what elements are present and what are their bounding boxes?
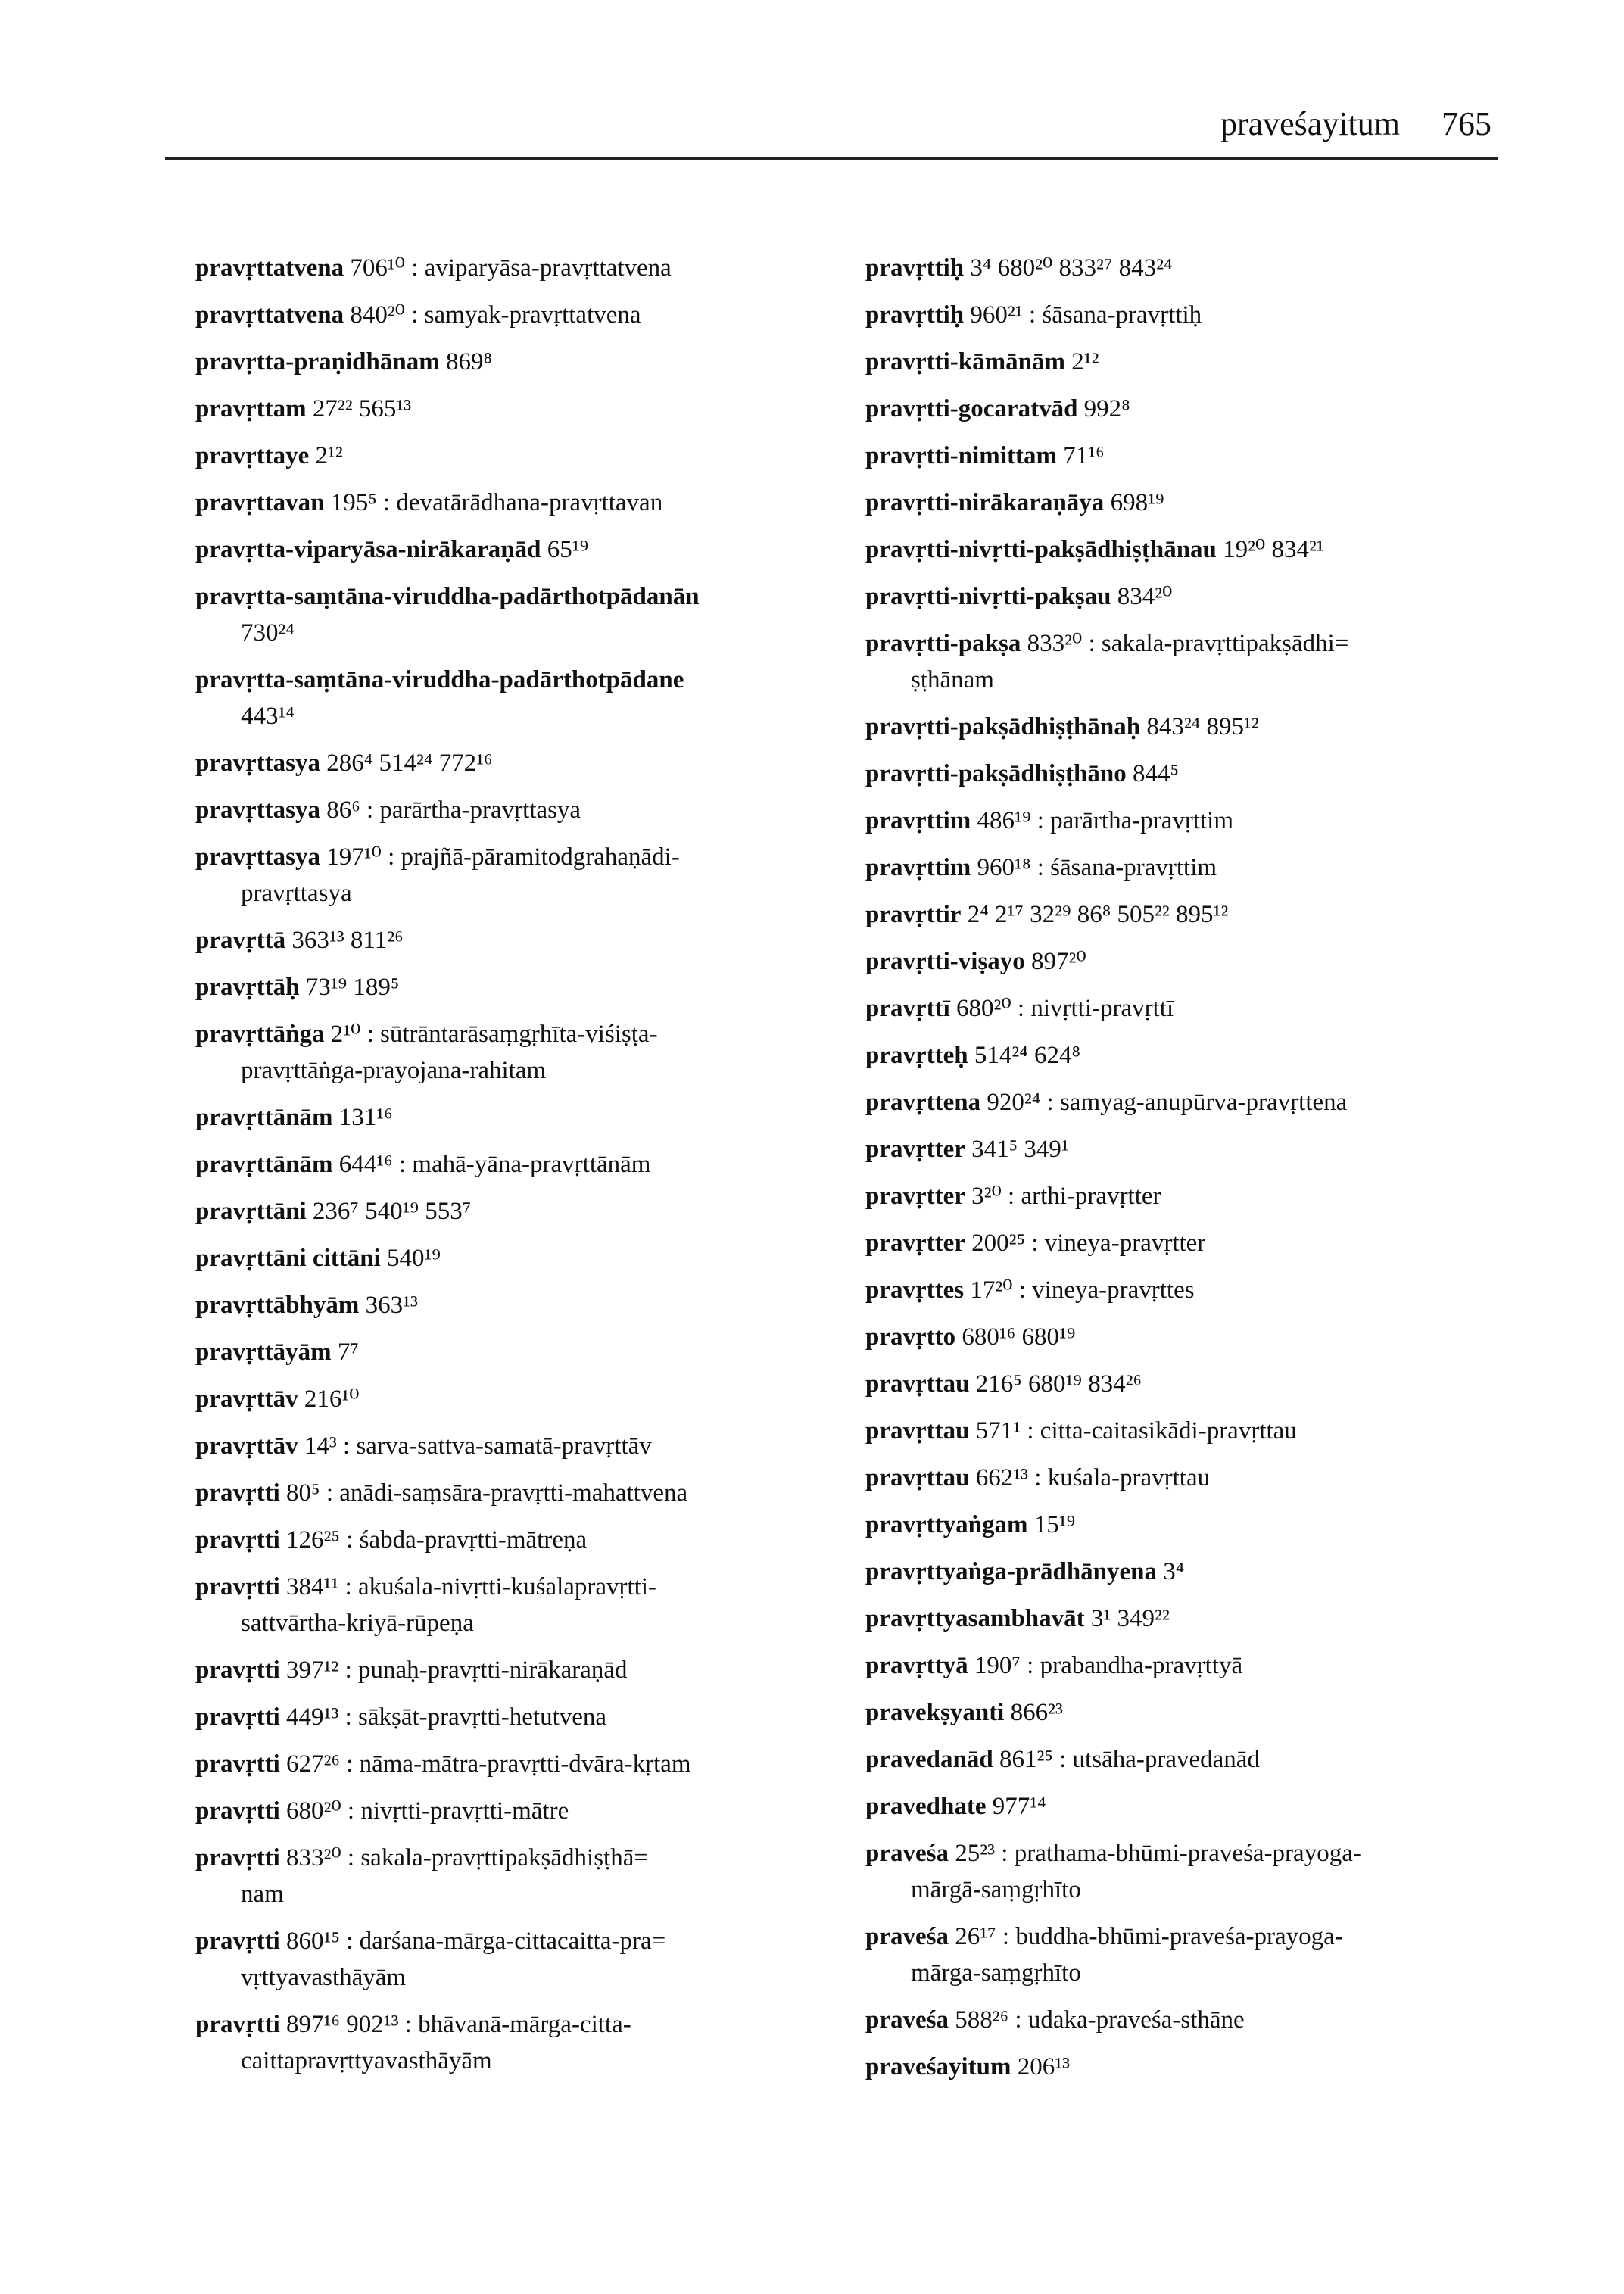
index-entry <box>195 1428 854 1464</box>
entry-references: 860¹⁵ <box>286 1928 340 1955</box>
index-entry <box>195 1475 854 1511</box>
index-entry <box>195 1146 854 1183</box>
index-entry <box>195 1193 854 1230</box>
entry-references: 571¹ <box>975 1417 1021 1445</box>
entry-references: 73¹⁹ 189⁵ <box>305 974 400 1001</box>
page-number: 765 <box>1442 105 1492 142</box>
entry-continuation: vṛttyavasthāyām <box>241 1964 407 1991</box>
entry-headword: pravṛtti <box>195 1844 280 1872</box>
index-entry <box>195 1699 854 1735</box>
entry-headword: pravṛttatvena <box>195 301 344 329</box>
index-entry <box>195 250 854 286</box>
index-entry <box>195 839 854 912</box>
index-entry <box>865 297 1524 333</box>
entry-gloss: : aviparyāsa-pravṛttatvena <box>405 254 672 282</box>
entry-headword: pravṛtta-saṃtāna-viruddha-padārthotpādane <box>195 666 684 693</box>
entry-references: 26¹⁷ <box>955 1923 996 1950</box>
entry-references: 840²⁰ <box>350 301 405 329</box>
entry-headword: pravṛttau <box>865 1417 970 1445</box>
index-entry <box>195 1569 854 1641</box>
entry-references: 2¹⁰ <box>330 1021 361 1048</box>
entry-headword: pravṛtti <box>195 1526 280 1554</box>
index-entry <box>195 1381 854 1417</box>
entry-headword: pravṛtti-viṣayo <box>865 948 1025 975</box>
entry-headword: pravṛtter <box>865 1183 965 1210</box>
entry-gloss: : sakala-pravṛttipakṣādhiṣṭhā= <box>341 1844 648 1872</box>
entry-headword: pravṛttyasambhavāt <box>865 1605 1085 1632</box>
index-entry <box>195 1522 854 1558</box>
index-entry <box>865 1225 1524 1261</box>
entry-references: 341⁵ 349¹ <box>971 1136 1069 1163</box>
entry-references: 397¹² <box>286 1657 339 1684</box>
entry-references: 2¹² <box>315 442 343 469</box>
entry-headword: pravṛtta-saṃtāna-viruddha-padārthotpādanān <box>195 583 700 610</box>
entry-references: 17²⁰ <box>970 1276 1013 1304</box>
entry-gloss: : sākṣāt-pravṛtti-hetutvena <box>338 1703 607 1731</box>
index-entry <box>865 1037 1524 1074</box>
index-entry <box>195 1099 854 1136</box>
entry-references: 131¹⁶ <box>338 1104 393 1131</box>
entry-headword: pravṛttā <box>195 927 286 954</box>
entry-headword: pravṛttam <box>195 395 307 422</box>
entry-references: 3⁴ 680²⁰ 833²⁷ 843²⁴ <box>970 254 1173 282</box>
entry-gloss: : samyag-anupūrva-pravṛttena <box>1040 1089 1348 1116</box>
index-entry <box>865 2002 1524 2038</box>
entry-headword: pravṛttānām <box>195 1104 333 1131</box>
index-entry <box>195 1840 854 1912</box>
entry-references: 644¹⁶ <box>338 1151 393 1178</box>
index-entry <box>865 391 1524 427</box>
entry-gloss: : prabandha-pravṛttyā <box>1020 1652 1243 1679</box>
entry-headword: pravṛtti <box>195 1479 280 1507</box>
entry-references: 920²⁴ <box>987 1089 1041 1116</box>
entry-headword: pravṛttāv <box>195 1385 298 1413</box>
entry-references: 627²⁶ <box>286 1750 340 1778</box>
index-entry <box>865 1460 1524 1496</box>
index-entry <box>195 1793 854 1829</box>
entry-headword: pravṛtteḥ <box>865 1042 968 1069</box>
index-entry <box>865 438 1524 474</box>
entry-references: 27²² 565¹³ <box>312 395 412 422</box>
entry-headword: pravṛttī <box>865 995 950 1022</box>
entry-references: 843²⁴ 895¹² <box>1146 713 1259 740</box>
entry-references: 286⁴ 514²⁴ 772¹⁶ <box>326 750 493 777</box>
entry-references: 65¹⁹ <box>547 536 589 563</box>
entry-gloss: : samyak-pravṛttatvena <box>405 301 641 329</box>
entry-continuation: pravṛttasya <box>241 880 352 907</box>
entry-gloss: : vineya-pravṛtter <box>1025 1230 1206 1257</box>
entry-references: 662¹³ <box>975 1464 1029 1491</box>
entry-references: 897²⁰ <box>1031 948 1086 975</box>
entry-gloss: : śāsana-pravṛttiḥ <box>1022 301 1202 329</box>
index-entry <box>865 1918 1524 1991</box>
index-entry <box>195 922 854 958</box>
entry-gloss: : akuśala-nivṛtti-kuśalapravṛtti- <box>338 1573 657 1601</box>
index-entry <box>865 1178 1524 1214</box>
index-entry <box>865 2049 1524 2085</box>
entry-headword: pravṛttau <box>865 1370 970 1398</box>
entry-headword: pravṛtto <box>865 1323 956 1351</box>
index-entry <box>195 578 854 651</box>
entry-gloss: : vineya-pravṛttes <box>1012 1276 1195 1304</box>
entry-headword: pravṛtti <box>195 1573 280 1601</box>
entry-headword: pravṛttim <box>865 807 971 834</box>
entry-headword: pravṛtti-nirākaraṇāya <box>865 489 1105 516</box>
entry-continuation: sattvārtha-kriyā-rūpeṇa <box>241 1610 474 1637</box>
index-entry <box>865 344 1524 380</box>
entry-headword: pravedhate <box>865 1793 987 1820</box>
entry-headword: praveśa <box>865 1840 949 1867</box>
entry-headword: pravṛtti-kāmānām <box>865 348 1065 376</box>
entry-references: 977¹⁴ <box>992 1793 1046 1820</box>
entry-headword: pravṛttavan <box>195 489 325 516</box>
entry-headword: pravṛttau <box>865 1464 970 1491</box>
entry-headword: pravṛttena <box>865 1089 981 1116</box>
index-entry <box>195 297 854 333</box>
entry-references: 3¹ 349²² <box>1090 1605 1170 1632</box>
entry-headword: pravṛtti <box>195 2011 280 2038</box>
entry-headword: pravṛttābhyām <box>195 1292 360 1319</box>
index-entry <box>195 1746 854 1782</box>
entry-gloss: : sarva-sattva-samatā-pravṛttāv <box>336 1432 652 1460</box>
entry-headword: pravṛtti-pakṣādhiṣṭhāno <box>865 760 1127 787</box>
entry-gloss: : utsāha-pravedanād <box>1052 1746 1260 1773</box>
entry-references: 126²⁵ <box>286 1526 340 1554</box>
index-entry <box>865 1366 1524 1402</box>
entry-headword: pravṛttāṅga <box>195 1021 325 1048</box>
index-entry <box>865 1084 1524 1121</box>
entry-headword: pravṛtter <box>865 1136 965 1163</box>
entry-references: 960¹⁸ <box>977 854 1031 881</box>
entry-headword: pravṛtti <box>195 1797 280 1825</box>
entry-references: 866²³ <box>1010 1699 1063 1726</box>
entry-headword: pravṛttāv <box>195 1432 298 1460</box>
entry-references: 363¹³ 811²⁶ <box>291 927 404 954</box>
entry-headword: pravṛtti-pakṣa <box>865 630 1021 657</box>
index-entry <box>865 1647 1524 1684</box>
entry-references: 861²⁵ <box>999 1746 1053 1773</box>
index-entry <box>865 485 1524 521</box>
entry-references: 216¹⁰ <box>304 1385 360 1413</box>
entry-headword: praveśa <box>865 2006 949 2034</box>
entry-references: 25²³ <box>955 1840 996 1867</box>
entry-references: 3⁴ <box>1163 1558 1185 1585</box>
index-entry <box>865 1413 1524 1449</box>
index-entry <box>865 531 1524 568</box>
entry-references: 588²⁶ <box>955 2006 1009 2034</box>
index-entry <box>195 531 854 568</box>
entry-headword: pravṛtti <box>195 1750 280 1778</box>
entry-references: 698¹⁹ <box>1110 489 1164 516</box>
index-entry <box>865 1507 1524 1543</box>
entry-headword: praveśa <box>865 1923 949 1950</box>
entry-references: 486¹⁹ <box>977 807 1031 834</box>
index-entry <box>865 709 1524 745</box>
entry-gloss: : citta-caitasikādi-pravṛttau <box>1021 1417 1297 1445</box>
index-entry <box>195 792 854 828</box>
index-entry <box>865 990 1524 1027</box>
entry-gloss: : mahā-yāna-pravṛttānām <box>392 1151 651 1178</box>
entry-headword: pravṛtti-nivṛtti-pakṣau <box>865 583 1111 610</box>
entry-references: 844⁵ <box>1133 760 1180 787</box>
entry-references: 7⁷ <box>337 1339 359 1366</box>
entry-references: 236⁷ 540¹⁹ 553⁷ <box>312 1198 472 1225</box>
index-entry <box>865 250 1524 286</box>
index-entry <box>865 803 1524 839</box>
entry-continuation: mārga-saṃgṛhīto <box>911 1959 1081 1987</box>
index-entry <box>865 1272 1524 1308</box>
entry-headword: pravṛttyā <box>865 1652 968 1679</box>
index-entry <box>195 662 854 734</box>
index-entry <box>195 1652 854 1688</box>
index-entry <box>865 756 1524 792</box>
entry-gloss: : nāma-mātra-pravṛtti-dvāra-kṛtam <box>339 1750 691 1778</box>
entry-references: 19²⁰ 834²¹ <box>1223 536 1324 563</box>
entry-references: 15¹⁹ <box>1033 1511 1076 1538</box>
entry-headword: pravṛttasya <box>195 796 320 824</box>
index-entry <box>195 438 854 474</box>
entry-references: 514²⁴ 624⁸ <box>974 1042 1081 1069</box>
running-head <box>1136 104 1492 143</box>
header-rule <box>165 157 1498 160</box>
entry-headword: pravṛttyaṅgam <box>865 1511 1028 1538</box>
entry-headword: pravṛttasya <box>195 843 320 871</box>
entry-references: 206¹³ <box>1017 2053 1071 2080</box>
index-entry <box>865 1601 1524 1637</box>
entry-continuation: caittapravṛttyavasthāyām <box>241 2047 492 2074</box>
entry-references: 680²⁰ <box>286 1797 341 1825</box>
entry-headword: pravṛttir <box>865 901 962 928</box>
entry-headword: pravṛtti <box>195 1703 280 1731</box>
index-entry <box>195 391 854 427</box>
entry-gloss: : nivṛtti-pravṛtti-mātre <box>341 1797 569 1825</box>
entry-headword: pravṛttāni <box>195 1198 307 1225</box>
index-entry <box>865 625 1524 698</box>
index-entry <box>865 1741 1524 1778</box>
entry-gloss: : kuśala-pravṛttau <box>1028 1464 1211 1491</box>
index-entry <box>195 1240 854 1276</box>
entry-headword: pravṛttāḥ <box>195 974 300 1001</box>
entry-headword: pravṛtti-gocaratvād <box>865 395 1078 422</box>
entry-references: 384¹¹ <box>286 1573 339 1601</box>
entry-references: 706¹⁰ <box>350 254 405 282</box>
entry-headword: pravekṣyanti <box>865 1699 1005 1726</box>
entry-references: 833²⁰ <box>1027 630 1083 657</box>
entry-references: 216⁵ 680¹⁹ 834²⁶ <box>975 1370 1142 1398</box>
index-entry <box>865 578 1524 615</box>
index-entry <box>195 1923 854 1996</box>
index-entry <box>865 849 1524 886</box>
index-entry <box>195 1334 854 1370</box>
entry-headword: pravṛtti-nivṛtti-pakṣādhiṣṭhānau <box>865 536 1217 563</box>
entry-headword: pravṛttyaṅga-prādhānyena <box>865 1558 1158 1585</box>
entry-continuation: nam <box>241 1881 284 1908</box>
index-entry <box>195 745 854 781</box>
entry-references: 449¹³ <box>286 1703 339 1731</box>
index-entry <box>195 969 854 1005</box>
running-head-word: praveśayitum <box>1220 105 1400 142</box>
entry-headword: pravṛtti-pakṣādhiṣṭhānaḥ <box>865 713 1141 740</box>
entry-references: 363¹³ <box>365 1292 418 1319</box>
entry-gloss: : prathama-bhūmi-praveśa-prayoga- <box>995 1840 1361 1867</box>
entry-headword: pravṛttim <box>865 854 971 881</box>
index-entry <box>865 1319 1524 1355</box>
entry-gloss: : darśana-mārga-cittacaitta-pra= <box>339 1928 666 1955</box>
entry-gloss: : udaka-praveśa-sthāne <box>1008 2006 1245 2034</box>
index-entry <box>865 943 1524 980</box>
entry-gloss: : anādi-saṃsāra-pravṛtti-mahattvena <box>320 1479 688 1507</box>
entry-continuation: 443¹⁴ <box>241 703 295 730</box>
entry-headword: pravṛttaye <box>195 442 310 469</box>
entry-gloss: : nivṛtti-pravṛttī <box>1011 995 1174 1022</box>
index-entry <box>195 2006 854 2079</box>
entry-gloss: : śāsana-pravṛttim <box>1030 854 1217 881</box>
entry-headword: pravṛtter <box>865 1230 965 1257</box>
entry-headword: pravṛttānām <box>195 1151 333 1178</box>
index-entry <box>865 1554 1524 1590</box>
entry-references: 540¹⁹ <box>386 1245 441 1272</box>
entry-gloss: : buddha-bhūmi-praveśa-prayoga- <box>996 1923 1343 1950</box>
entry-gloss: : parārtha-pravṛttasya <box>360 796 581 824</box>
entry-continuation: ṣṭhānam <box>911 666 994 693</box>
index-entry <box>195 344 854 380</box>
entry-headword: pravṛttes <box>865 1276 965 1304</box>
entry-references: 200²⁵ <box>971 1230 1026 1257</box>
index-entry <box>195 1287 854 1323</box>
entry-references: 834²⁰ <box>1117 583 1173 610</box>
entry-references: 86⁶ <box>326 796 360 824</box>
entry-references: 897¹⁶ 902¹³ <box>286 2011 399 2038</box>
entry-gloss: : sūtrāntarāsaṃgṛhīta-viśiṣṭa- <box>360 1021 658 1048</box>
entry-gloss: : arthi-pravṛtter <box>1001 1183 1161 1210</box>
entry-references: 71¹⁶ <box>1063 442 1105 469</box>
entry-references: 960²¹ <box>970 301 1023 329</box>
entry-headword: pravṛtti <box>195 1657 280 1684</box>
entry-continuation: 730²⁴ <box>241 619 295 647</box>
entry-headword: praveśayitum <box>865 2053 1011 2080</box>
entry-gloss: : bhāvanā-mārga-citta- <box>398 2011 631 2038</box>
entry-headword: pravṛttasya <box>195 750 320 777</box>
left-column <box>195 250 854 2090</box>
right-column <box>865 250 1524 2096</box>
index-entry <box>865 1694 1524 1731</box>
entry-references: 2⁴ 2¹⁷ 32²⁹ 86⁸ 505²² 895¹² <box>967 901 1229 928</box>
entry-headword: pravedanād <box>865 1746 993 1773</box>
entry-headword: pravṛtta-praṇidhānam <box>195 348 440 376</box>
index-entry <box>195 1016 854 1089</box>
entry-references: 80⁵ <box>286 1479 320 1507</box>
entry-references: 14³ <box>304 1432 337 1460</box>
entry-headword: pravṛtta-viparyāsa-nirākaraṇād <box>195 536 541 563</box>
entry-headword: pravṛttatvena <box>195 254 344 282</box>
entry-references: 869⁸ <box>445 348 492 376</box>
entry-gloss: : sakala-pravṛttipakṣādhi= <box>1082 630 1349 657</box>
entry-headword: pravṛttāyām <box>195 1339 332 1366</box>
entry-headword: pravṛttiḥ <box>865 301 965 329</box>
index-entry <box>865 1788 1524 1825</box>
entry-references: 2¹² <box>1071 348 1099 376</box>
index-entry <box>195 485 854 521</box>
entry-headword: pravṛttiḥ <box>865 254 965 282</box>
entry-headword: pravṛttāni cittāni <box>195 1245 381 1272</box>
entry-references: 3²⁰ <box>971 1183 1002 1210</box>
entry-gloss: : prajñā-pāramitodgrahaṇādi- <box>381 843 680 871</box>
index-entry <box>865 1131 1524 1167</box>
entry-headword: pravṛtti <box>195 1928 280 1955</box>
entry-gloss: : devatārādhana-pravṛttavan <box>376 489 663 516</box>
entry-references: 195⁵ <box>330 489 377 516</box>
entry-references: 680¹⁶ 680¹⁹ <box>962 1323 1076 1351</box>
entry-gloss: : śabda-pravṛtti-mātreṇa <box>339 1526 588 1554</box>
entry-gloss: : punaḥ-pravṛtti-nirākaraṇād <box>338 1657 628 1684</box>
entry-references: 190⁷ <box>974 1652 1021 1679</box>
index-entry <box>865 896 1524 933</box>
entry-references: 197¹⁰ <box>326 843 382 871</box>
entry-gloss: : parārtha-pravṛttim <box>1030 807 1233 834</box>
entry-references: 992⁸ <box>1083 395 1130 422</box>
index-entry <box>865 1835 1524 1908</box>
entry-continuation: mārgā-saṃgṛhīto <box>911 1876 1081 1903</box>
entry-headword: pravṛtti-nimittam <box>865 442 1057 469</box>
entry-references: 833²⁰ <box>286 1844 341 1872</box>
entry-references: 680²⁰ <box>956 995 1011 1022</box>
entry-continuation: pravṛttāṅga-prayojana-rahitam <box>241 1057 547 1084</box>
